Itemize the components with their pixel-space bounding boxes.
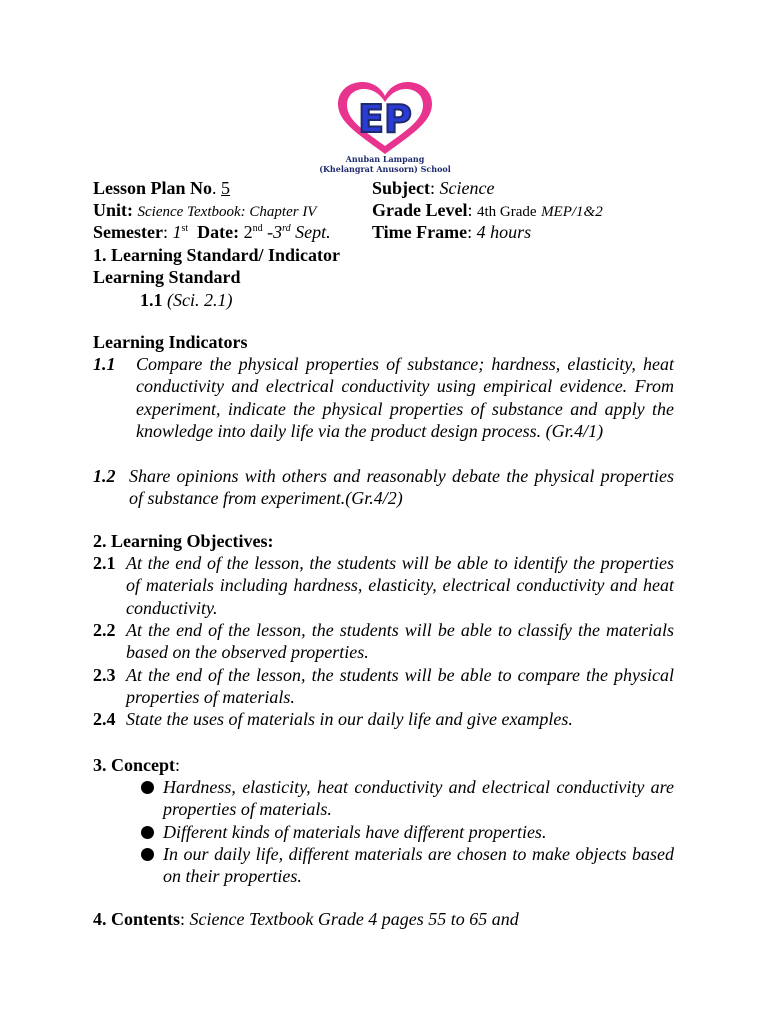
section4-heading: 4. Contents — [93, 909, 181, 929]
semester-sup: st — [181, 223, 189, 234]
indicator-1-text: Compare the physical properties of substance; hardness, elasticity, heat conductivity and electrical conductivity using empirical evidence. From experiment, indicate the physical properties of substance and apply the knowledge into daily life via the product design process. (Gr.4/1) — [136, 354, 674, 442]
semester-date-line: Semester: 1st Date: 2nd -3rd Sept. — [93, 222, 331, 242]
grade-class: MEP/1&2 — [541, 204, 603, 220]
indicator-2-number: 1.2 — [93, 466, 116, 486]
time-frame-value: 4 hours — [476, 222, 532, 242]
objective-3-text: At the end of the lesson, the students will be able to compare the physical properties of materials. — [126, 665, 674, 708]
subject-value: Science — [439, 178, 495, 198]
indicator-2-text: Share opinions with others and reasonably debate the physical properties of substance from experiment.(Gr.4/2) — [129, 466, 674, 509]
section2-heading: 2. Learning Objectives: — [93, 531, 274, 551]
date-sup-a: nd — [252, 223, 263, 234]
school-logo — [318, 82, 452, 178]
logo-letters: EP — [358, 97, 412, 141]
date-value-c: Sept. — [295, 222, 331, 242]
unit-value: Science Textbook: Chapter IV — [137, 204, 317, 220]
lesson-plan-line — [93, 177, 230, 199]
grade-value: 4th Grade — [477, 204, 537, 220]
section4-value: Science Textbook Grade 4 pages 55 to 65 and — [189, 909, 519, 929]
date-value-a: 2 — [243, 222, 253, 242]
concept-1-text: Hardness, elasticity, heat conductivity and electrical conductivity are properties of materials. — [163, 777, 674, 820]
objective-2-number: 2.2 — [93, 620, 116, 640]
bullet-dot-icon — [141, 848, 154, 861]
section4-line — [93, 908, 519, 930]
section3-heading-line — [93, 754, 180, 776]
learning-standard-heading: Learning Standard — [93, 267, 241, 287]
section4-colon: : — [180, 909, 186, 929]
concept-3-text: In our daily life, different materials are chosen to make objects based on their properties. — [163, 844, 674, 887]
section1-heading: 1. Learning Standard/ Indicator — [93, 245, 341, 265]
semester-value: 1 — [172, 222, 182, 242]
bullet-dot-icon — [141, 826, 154, 839]
semester-label: Semester — [93, 222, 163, 242]
grade-label: Grade Level — [372, 200, 468, 220]
date-value-b: -3 — [267, 222, 283, 242]
heart-logo-icon — [318, 82, 452, 156]
school-name-line2: (Khelangrat Anusorn) School — [319, 164, 451, 174]
lesson-plan-label: Lesson Plan No — [93, 178, 213, 198]
time-frame-line: Time Frame: 4 hours — [372, 222, 532, 242]
date-label: Date: — [197, 222, 240, 242]
section3-heading: 3. Concept — [93, 755, 175, 775]
subject-label: Subject — [372, 178, 430, 198]
time-frame-label: Time Frame — [372, 222, 468, 242]
learning-indicators-heading: Learning Indicators — [93, 332, 248, 352]
grade-line: Grade Level: 4th Grade MEP/1&2 — [372, 200, 603, 220]
school-name-line1: Anuban Lampang — [345, 154, 425, 164]
unit-label: Unit: — [93, 200, 133, 220]
standard-value: (Sci. 2.1) — [167, 290, 233, 310]
objective-4-number: 2.4 — [93, 709, 116, 729]
concept-2-text: Different kinds of materials have different properties. — [163, 822, 547, 842]
lesson-plan-dot: . — [212, 178, 217, 198]
standard-number: 1.1 — [140, 290, 163, 310]
objective-1-text: At the end of the lesson, the students will be able to identify the properties of materials including hardness, elasticity, electrical conductivity and heat conductivity. — [126, 553, 674, 618]
objective-4-text: State the uses of materials in our daily life and give examples. — [126, 709, 573, 729]
bullet-dot-icon — [141, 781, 154, 794]
date-sup-b: rd — [282, 223, 291, 234]
section3-colon: : — [175, 755, 181, 775]
indicator-1-number: 1.1 — [93, 354, 116, 374]
lesson-plan-number: 5 — [221, 178, 231, 198]
subject-line: Subject: Science — [372, 178, 495, 198]
objective-2-text: At the end of the lesson, the students will be able to classify the materials based on the observed properties. — [126, 620, 674, 663]
objective-3-number: 2.3 — [93, 665, 116, 685]
objective-1-number: 2.1 — [93, 553, 116, 573]
standard-item — [140, 289, 232, 311]
unit-line — [93, 199, 316, 223]
